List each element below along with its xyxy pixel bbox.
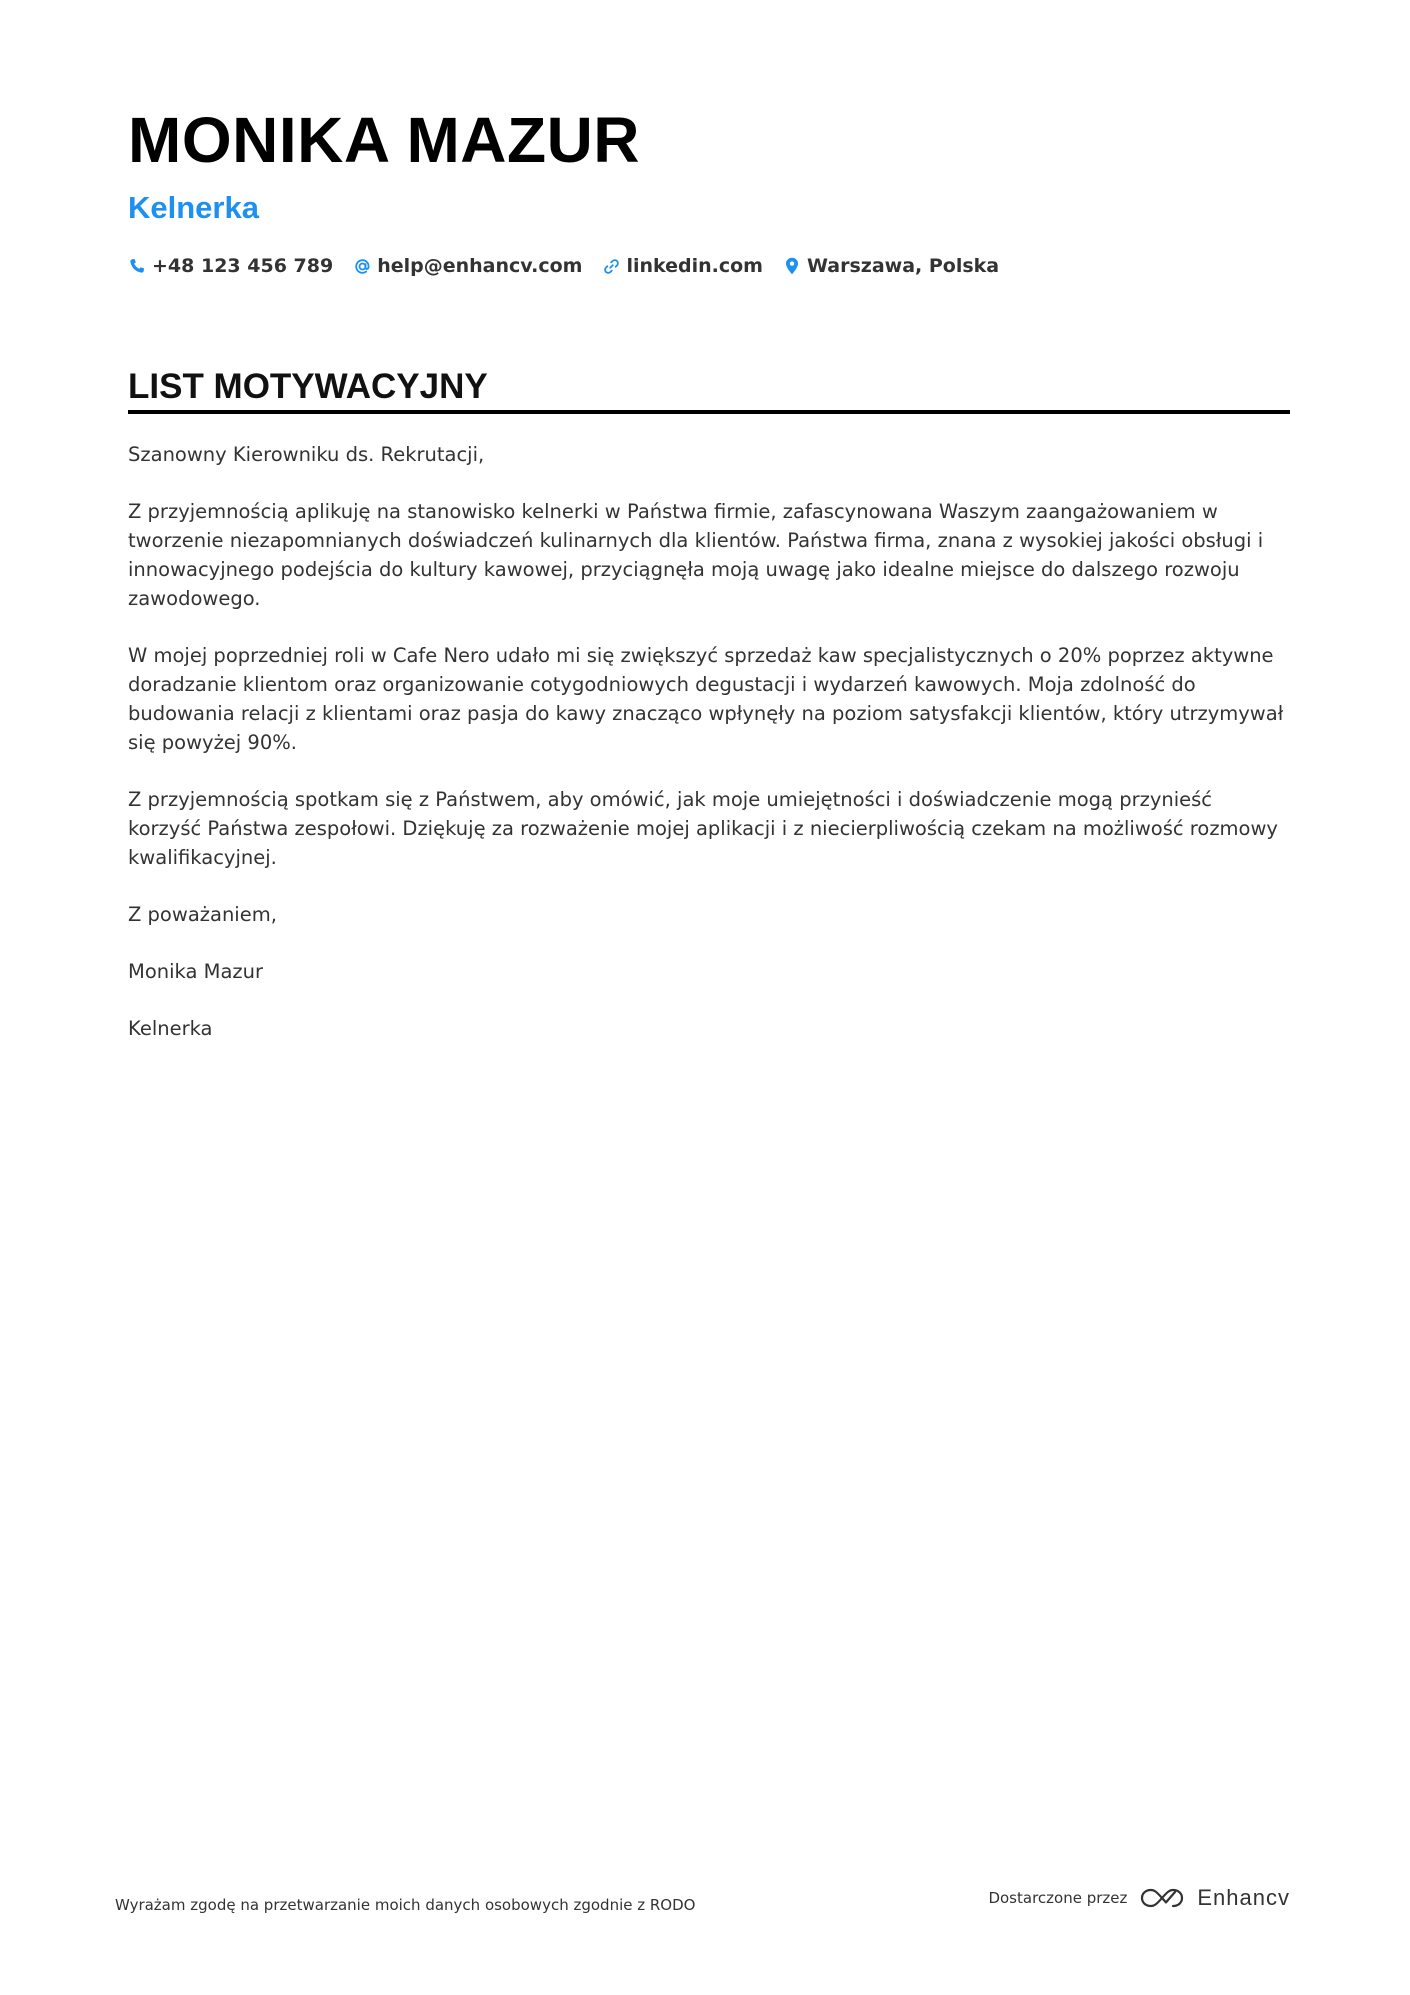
candidate-role: Kelnerka xyxy=(128,190,259,225)
letter-signature-role: Kelnerka xyxy=(128,1017,213,1040)
cover-letter-page xyxy=(115,0,1290,1995)
candidate-name: MONIKA MAZUR xyxy=(128,104,640,176)
letter-closing: Z poważaniem, xyxy=(128,903,277,926)
letter-body xyxy=(128,440,1290,1071)
letter-salutation: Szanowny Kierowniku ds. Rekrutacji, xyxy=(128,443,485,466)
section-divider xyxy=(128,410,1290,414)
section-title: LIST MOTYWACYJNY xyxy=(128,367,488,406)
phone-icon xyxy=(128,256,146,276)
at-icon xyxy=(353,256,371,276)
link-icon xyxy=(602,256,620,276)
letter-paragraph-1: Z przyjemnością aplikuję na stanowisko kelnerki w Państwa firmie, zafascynowana Waszym zaangażowaniem w tworzenie niezapomnianych doświadczeń kulinarnych dla klientów. Państwa firma, znana z wysokiej jakości obsługi i innowacyjnego podejścia do kultury kawowej, przyciągnęła moją uwagę jako idealne miejsce do dalszego rozwoju zawodowego. xyxy=(128,500,1264,610)
contact-linkedin-text: linkedin.com xyxy=(626,255,763,277)
letter-paragraph-3: Z przyjemnością spotkam się z Państwem, aby omówić, jak moje umiejętności i doświadczenie mogą przynieść korzyść Państwa zespołowi. Dziękuję za rozważenie mojej aplikacji i z niecierpliwością czekam na możliwość rozmowy kwalifikacyjnej. xyxy=(128,788,1278,869)
contact-location-text: Warszawa, Polska xyxy=(806,255,1000,277)
footer-consent: Wyrażam zgodę na przetwarzanie moich danych osobowych zgodnie z RODO xyxy=(115,1896,696,1914)
contact-email[interactable] xyxy=(353,255,582,277)
letter-paragraph-2: W mojej poprzedniej roli w Cafe Nero udało mi się zwiększyć sprzedaż kaw specjalistycznych o 20% poprzez aktywne doradzanie klientom oraz organizowanie cotygodniowych degustacji i wydarzeń kawowych. Moja zdolność do budowania relacji z klientami oraz pasja do kawy znacząco wpłynęły na poziom satysfakcji klientów, który utrzymywał się powyżej 90%. xyxy=(128,644,1284,754)
footer-branding[interactable] xyxy=(988,1885,1290,1911)
contact-email-text: help@enhancv.com xyxy=(377,255,583,277)
contact-phone-text: +48 123 456 789 xyxy=(152,255,334,277)
contact-location xyxy=(783,255,999,277)
enhancv-logo-icon xyxy=(1139,1886,1185,1910)
contact-linkedin[interactable] xyxy=(602,255,763,277)
contact-bar xyxy=(128,255,1019,277)
letter-signature-name: Monika Mazur xyxy=(128,960,264,983)
location-pin-icon xyxy=(783,256,801,276)
footer-brand: Enhancv xyxy=(1197,1885,1290,1910)
footer-powered-by: Dostarczone przez xyxy=(988,1889,1128,1907)
contact-phone xyxy=(128,255,333,277)
